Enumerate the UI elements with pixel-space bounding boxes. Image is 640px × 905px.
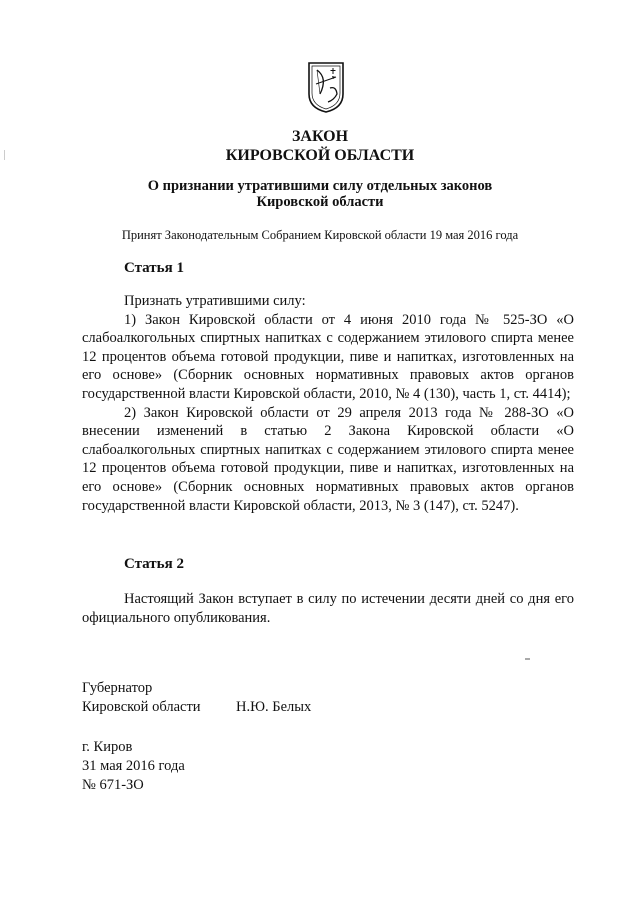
article-1-item-1: 1) Закон Кировской области от 4 июня 2010 года № 525-ЗО «О слабоалкогольных спиртных напитках с содержанием этилового спирта менее 12 процентов объема готовой продукции, пиве и напитках, изготовленных на его основе» (Сборник основных нормативных правовых актов органов государственной власти Кировской области, 2010, № 4 (130), часть 1, ст. 4414); (82, 311, 574, 402)
article-2-body (82, 590, 574, 627)
footer-city: г. Киров (82, 739, 133, 755)
footer-law-number: № 671-ЗО (82, 777, 144, 793)
article-1-heading: Статья 1 (124, 260, 184, 276)
article-1-item-2: 2) Закон Кировской области от 29 апреля 2013 года № 288-ЗО «О внесении изменений в статью 2 Закона Кировской области «О слабоалкогольных спиртных напитках с содержанием этилового спирта менее 12 процентов объема готовой продукции, пиве и напитках, изготовленных на его основе» (Сборник основных нормативных правовых актов органов государственной власти Кировской области, 2013, № 3 (147), ст. 5247). (82, 404, 574, 514)
article-2-text: Настоящий Закон вступает в силу по истечении десяти дней со дня его официального опубликования. (82, 591, 574, 626)
region-title: КИРОВСКОЙ ОБЛАСТИ (225, 147, 415, 164)
kirov-oblast-coat-of-arms-icon (306, 60, 346, 114)
law-subtitle: О признании утратившими силу отдельных законов Кировской области (147, 178, 493, 210)
article-1-intro: Признать утратившими силу: (124, 293, 306, 309)
adoption-note: Принят Законодательным Собранием Кировской области 19 мая 2016 года (121, 228, 519, 242)
law-title: ЗАКОН (291, 128, 349, 145)
signatory-position-line-1: Губернатор (82, 680, 153, 696)
signatory-name: Н.Ю. Белых (236, 699, 312, 715)
footer-date: 31 мая 2016 года (82, 758, 185, 774)
article-2-heading: Статья 2 (124, 556, 184, 572)
article-1-body (82, 292, 574, 515)
signatory-position-line-2: Кировской области (82, 699, 201, 715)
scan-artifact (525, 658, 530, 660)
